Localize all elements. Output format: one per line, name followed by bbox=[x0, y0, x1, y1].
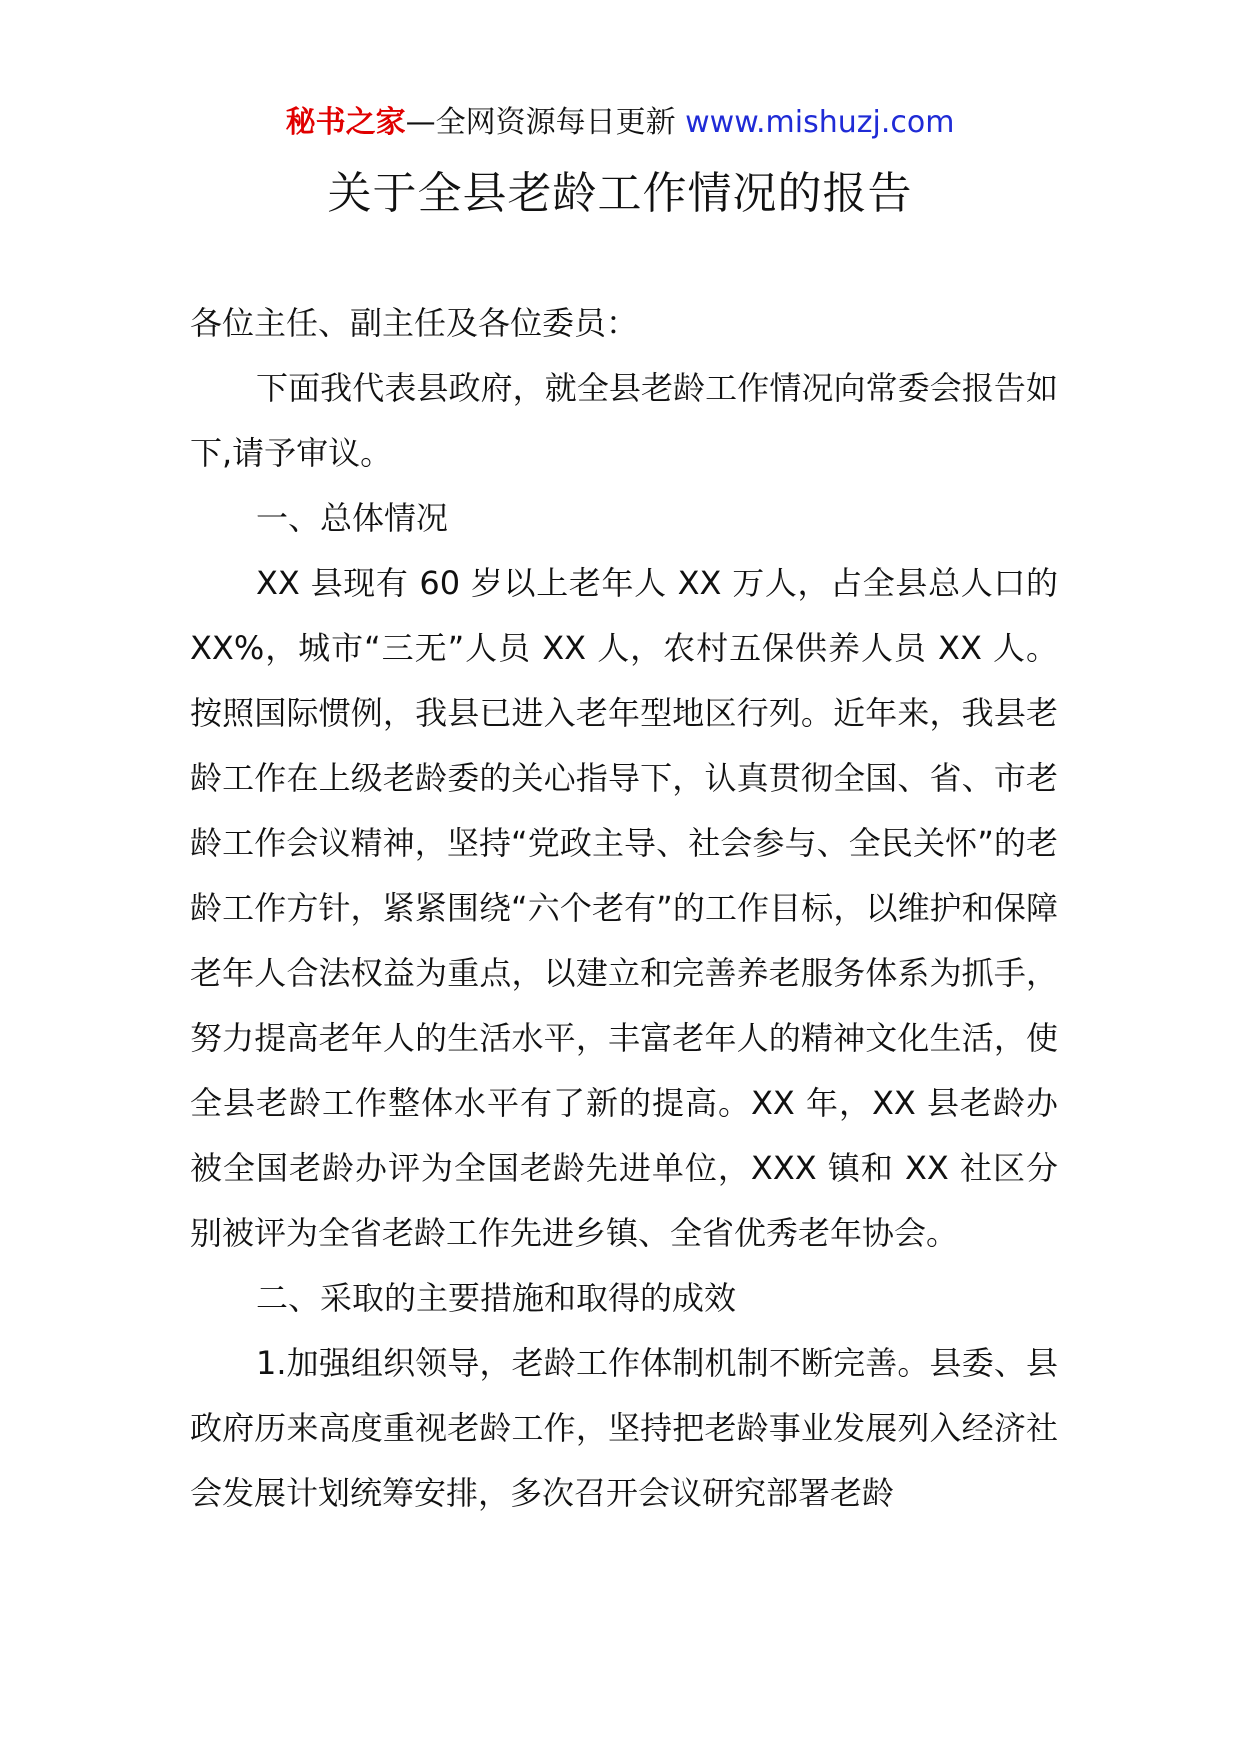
site-brand: 秘书之家 bbox=[285, 105, 406, 140]
document-title: 关于全县老龄工作情况的报告 bbox=[327, 168, 913, 219]
site-tagline: —全网资源每日更新 bbox=[405, 105, 686, 140]
document-body bbox=[190, 291, 1058, 1526]
section-heading-overview: 一、总体情况 bbox=[256, 499, 449, 537]
section-heading-measures: 二、采取的主要措施和取得的成效 bbox=[256, 1279, 737, 1317]
paragraph-overview: XX 县现有 60 岁以上老年人 XX 万人，占全县总人口的 XX%，城市“三无”人员 XX 人，农村五保供养人员 XX 人。按照国际惯例，我县已进入老年型地区行列。近年来，我县老龄工作在上级老龄委的关心指导下，认真贯彻全国、省、市老龄工作会议精神，坚持“党政主导、社会参与、全民关怀”的老龄工作方针，紧紧围绕“六个老有”的工作目标，以维护和保障老年人合法权益为重点，以建立和完善养老服务体系为抓手，努力提高老年人的生活水平，丰富老年人的精神文化生活，使全县老龄工作整体水平有了新的提高。XX 年，XX 县老龄办被全国老龄办评为全国老龄先进单位，XXX 镇和 XX 社区分别被评为全省老龄工作先进乡镇、全省优秀老年协会。 bbox=[190, 564, 1058, 1252]
paragraph-measure-1: 1.加强组织领导，老龄工作体制机制不断完善。县委、县政府历来高度重视老龄工作，坚持把老龄事业发展列入经济社会发展计划统筹安排，多次召开会议研究部署老龄 bbox=[190, 1344, 1058, 1512]
site-url-link[interactable]: www.mishuzj.com bbox=[685, 105, 955, 140]
site-header bbox=[0, 101, 1240, 145]
salutation: 各位主任、副主任及各位委员： bbox=[190, 304, 639, 342]
paragraph-intro: 下面我代表县政府，就全县老龄工作情况向常委会报告如下,请予审议。 bbox=[190, 369, 1058, 472]
